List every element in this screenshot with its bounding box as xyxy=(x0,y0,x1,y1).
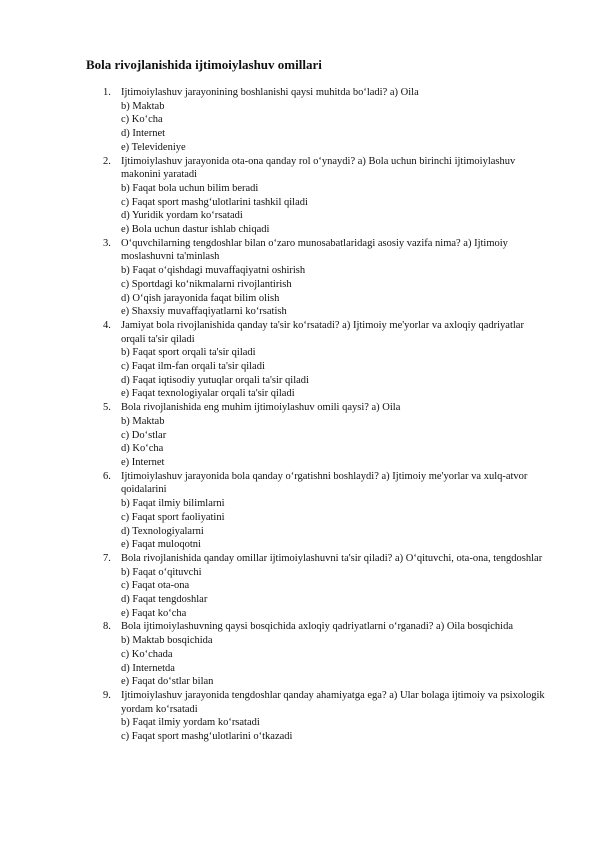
question-text: Ijtimoiylashuv jarayonida tengdoshlar qanday ahamiyatga ega? a) Ular bolaga ijtimoiy va psixologik yordam ko‘rsatadi xyxy=(121,689,545,715)
answer-option: c) Faqat ota-ona xyxy=(121,580,190,592)
question-number: 4. xyxy=(103,319,111,331)
answer-option: b) Maktab bosqichida xyxy=(121,635,213,647)
answer-option: c) Faqat ilm-fan orqali ta'sir qiladi xyxy=(121,361,265,373)
answer-option: e) Faqat do‘stlar bilan xyxy=(121,676,214,688)
question-list xyxy=(0,86,596,744)
answer-option: e) Faqat ko‘cha xyxy=(121,607,187,619)
answer-option: b) Faqat o‘qituvchi xyxy=(121,566,202,578)
question-number: 8. xyxy=(103,621,111,633)
question-item xyxy=(0,86,596,155)
question-number: 9. xyxy=(103,689,111,701)
question-item xyxy=(0,620,596,689)
question-item xyxy=(0,552,596,621)
answer-option: b) Faqat ilmiy bilimlarni xyxy=(121,498,225,510)
answer-option: b) Faqat ilmiy yordam ko‘rsatadi xyxy=(121,717,260,729)
question-item xyxy=(0,155,596,237)
question-text: Ijtimoiylashuv jarayonida bola qanday o‘rgatishni boshlaydi? a) Ijtimoiy me'yorlar va xulq-atvor qoidalarini xyxy=(121,470,528,496)
question-item xyxy=(0,237,596,319)
answer-option: d) Faqat iqtisodiy yutuqlar orqali ta'sir qiladi xyxy=(121,374,309,386)
answer-option: b) Maktab xyxy=(121,100,165,112)
answer-option: c) Do‘stlar xyxy=(121,429,167,441)
question-body xyxy=(121,401,551,470)
answer-option: c) Faqat sport faoliyatini xyxy=(121,511,225,523)
answer-option: d) Faqat tengdoshlar xyxy=(121,594,208,606)
answer-option: d) Texnologiyalarni xyxy=(121,525,204,537)
question-item xyxy=(0,689,596,744)
question-item xyxy=(0,470,596,552)
answer-option: d) Internetda xyxy=(121,662,175,674)
answer-option: c) Faqat sport mashg‘ulotlarini o‘tkazadi xyxy=(121,731,293,743)
answer-option: b) Maktab xyxy=(121,415,165,427)
question-text: Bola rivojlanishida qanday omillar ijtimoiylashuvni ta'sir qiladi? a) O‘qituvchi, ota-ona, tengdoshlar xyxy=(121,552,543,564)
answer-option: d) Ko‘cha xyxy=(121,443,164,455)
answer-option: b) Faqat o‘qishdagi muvaffaqiyatni oshirish xyxy=(121,265,306,277)
question-text: Bola ijtimoiylashuvning qaysi bosqichida axloqiy qadriyatlarni o‘rganadi? a) Oila bosqichida xyxy=(121,621,514,633)
answer-option: c) Ko‘cha xyxy=(121,114,163,126)
question-body xyxy=(121,319,551,401)
answer-option: d) Yuridik yordam ko‘rsatadi xyxy=(121,210,243,222)
answer-option: e) Televideniye xyxy=(121,141,186,153)
answer-option: d) Internet xyxy=(121,128,166,140)
question-body xyxy=(121,237,551,319)
question-number: 3. xyxy=(103,237,111,249)
question-body xyxy=(121,552,551,621)
question-body xyxy=(121,470,551,552)
question-number: 2. xyxy=(103,155,111,167)
answer-option: c) Sportdagi ko‘nikmalarni rivojlantirish xyxy=(121,278,292,290)
question-body xyxy=(121,689,551,744)
question-text: Bola rivojlanishida eng muhim ijtimoiylashuv omili qaysi? a) Oila xyxy=(121,402,401,414)
document-title: Bola rivojlanishida ijtimoiylashuv omillari xyxy=(86,57,322,72)
answer-option: e) Shaxsiy muvaffaqiyatlarni ko‘rsatish xyxy=(121,306,287,318)
answer-option: e) Faqat muloqotni xyxy=(121,539,201,551)
question-item xyxy=(0,401,596,470)
question-text: Ijtimoiylashuv jarayonining boshlanishi qaysi muhitda bo‘ladi? a) Oila xyxy=(121,87,419,98)
answer-option: e) Faqat texnologiyalar orqali ta'sir qiladi xyxy=(121,388,295,400)
answer-option: e) Internet xyxy=(121,456,165,468)
answer-option: c) Faqat sport mashg‘ulotlarini tashkil qiladi xyxy=(121,196,308,208)
question-number: 1. xyxy=(103,87,111,98)
question-body xyxy=(121,620,551,689)
answer-option: b) Faqat sport orqali ta'sir qiladi xyxy=(121,347,256,359)
question-body xyxy=(121,86,551,155)
question-number: 7. xyxy=(103,552,111,564)
answer-option: e) Bola uchun dastur ishlab chiqadi xyxy=(121,224,270,236)
answer-option: c) Ko‘chada xyxy=(121,648,173,660)
question-text: O‘quvchilarning tengdoshlar bilan o‘zaro munosabatlaridagi asosiy vazifa nima? a) Ijtimoiy moslashuvni ta'minlash xyxy=(121,237,508,263)
question-number: 6. xyxy=(103,470,111,482)
answer-option: b) Faqat bola uchun bilim beradi xyxy=(121,182,259,194)
question-body xyxy=(121,155,551,237)
question-item xyxy=(0,319,596,401)
answer-option: d) O‘qish jarayonida faqat bilim olish xyxy=(121,292,280,304)
question-text: Jamiyat bola rivojlanishida qanday ta'sir ko‘rsatadi? a) Ijtimoiy me'yorlar va axloqiy qadriyatlar orqali ta'sir qiladi xyxy=(121,319,524,345)
question-number: 5. xyxy=(103,402,111,414)
question-text: Ijtimoiylashuv jarayonida ota-ona qanday rol o‘ynaydi? a) Bola uchun birinchi ijtimoiylashuv makonini yaratadi xyxy=(121,155,516,181)
